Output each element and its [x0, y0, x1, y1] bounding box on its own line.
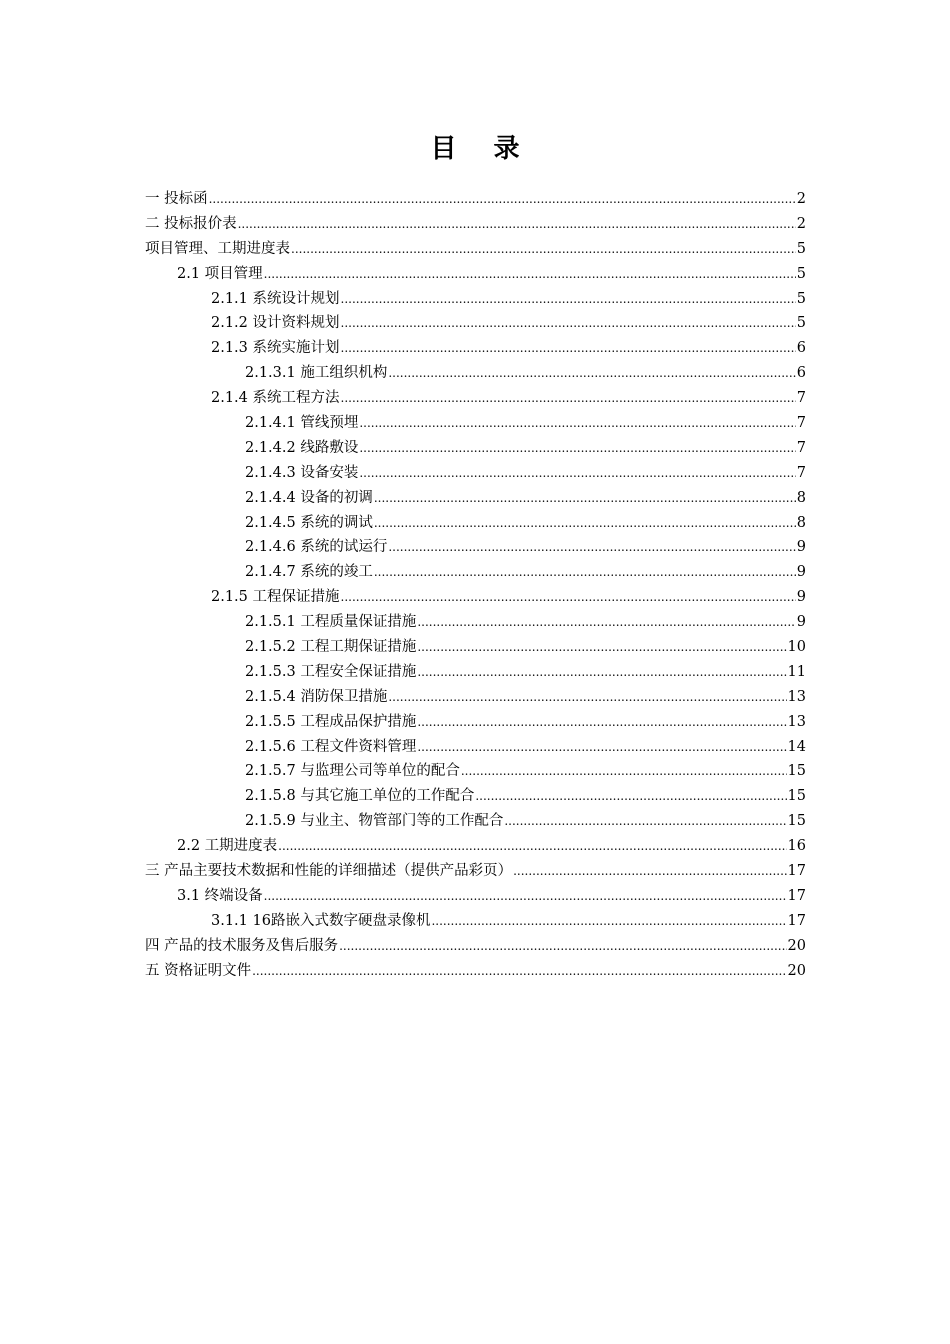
toc-entry-label: 2.1.5.4 消防保卫措施	[245, 688, 388, 705]
toc-entry[interactable]	[145, 959, 806, 984]
toc-entry[interactable]	[145, 934, 806, 959]
toc-entry-page-number: 7	[796, 464, 806, 481]
toc-entry-label: 2.1.2 设计资料规划	[211, 315, 340, 332]
toc-entry-page-number: 15	[787, 788, 806, 805]
toc-dot-leader	[252, 959, 786, 984]
toc-dot-leader	[417, 635, 786, 660]
toc-dot-leader	[359, 411, 795, 436]
toc-entry-page-number: 15	[787, 813, 806, 830]
toc-entry-label: 2.1.5.6 工程文件资料管理	[245, 738, 417, 755]
toc-entry[interactable]	[145, 237, 806, 262]
toc-entry[interactable]	[145, 311, 806, 336]
table-of-contents	[145, 187, 806, 984]
toc-entry-page-number: 5	[796, 265, 806, 282]
toc-entry-page-number: 5	[796, 315, 806, 332]
toc-entry-page-number: 7	[796, 415, 806, 432]
toc-entry-label: 四 产品的技术服务及售后服务	[145, 937, 339, 954]
toc-entry-page-number: 2	[796, 215, 806, 232]
toc-entry-page-number: 10	[787, 639, 806, 656]
toc-entry-page-number: 5	[796, 240, 806, 257]
toc-dot-leader	[374, 511, 796, 536]
toc-entry-label: 2.1.4.3 设备安装	[245, 464, 359, 481]
toc-dot-leader	[359, 436, 795, 461]
toc-entry[interactable]	[145, 710, 806, 735]
toc-entry[interactable]	[145, 535, 806, 560]
toc-entry[interactable]	[145, 909, 806, 934]
toc-entry[interactable]	[145, 685, 806, 710]
toc-entry[interactable]	[145, 361, 806, 386]
toc-dot-leader	[513, 859, 786, 884]
toc-dot-leader	[374, 486, 796, 511]
toc-dot-leader	[475, 784, 786, 809]
toc-dot-leader	[388, 535, 795, 560]
toc-dot-leader	[291, 237, 796, 262]
toc-dot-leader	[341, 311, 796, 336]
toc-entry[interactable]	[145, 834, 806, 859]
toc-entry-page-number: 5	[796, 290, 806, 307]
toc-entry-page-number: 6	[796, 365, 806, 382]
toc-dot-leader	[264, 262, 796, 287]
toc-entry-label: 2.1.5.1 工程质量保证措施	[245, 614, 417, 631]
toc-entry-label: 2.1.4.2 线路敷设	[245, 439, 359, 456]
toc-entry-label: 2.1.5.9 与业主、物管部门等的工作配合	[245, 813, 504, 830]
toc-dot-leader	[341, 287, 796, 312]
toc-dot-leader	[341, 386, 796, 411]
toc-entry[interactable]	[145, 784, 806, 809]
toc-entry-label: 2.1.5.5 工程成品保护措施	[245, 713, 417, 730]
toc-entry[interactable]	[145, 386, 806, 411]
toc-dot-leader	[374, 560, 796, 585]
toc-entry[interactable]	[145, 610, 806, 635]
toc-entry-page-number: 13	[787, 713, 806, 730]
toc-entry[interactable]	[145, 560, 806, 585]
toc-entry[interactable]	[145, 511, 806, 536]
toc-dot-leader	[341, 336, 796, 361]
toc-dot-leader	[341, 585, 796, 610]
toc-entry-label: 项目管理、工期进度表	[145, 240, 290, 257]
toc-entry-label: 2.1.4.1 管线预埋	[245, 415, 359, 432]
toc-entry-label: 2.1.3.1 施工组织机构	[245, 365, 388, 382]
toc-entry-page-number: 7	[796, 390, 806, 407]
toc-entry[interactable]	[145, 187, 806, 212]
toc-entry-page-number: 9	[796, 564, 806, 581]
toc-dot-leader	[461, 759, 787, 784]
toc-dot-leader	[209, 187, 796, 212]
toc-entry[interactable]	[145, 859, 806, 884]
toc-entry-page-number: 20	[787, 937, 806, 954]
toc-entry[interactable]	[145, 486, 806, 511]
toc-entry-page-number: 13	[787, 688, 806, 705]
toc-dot-leader	[388, 685, 786, 710]
toc-entry-label: 2.1.4.5 系统的调试	[245, 514, 373, 531]
toc-dot-leader	[264, 884, 787, 909]
toc-entry[interactable]	[145, 336, 806, 361]
toc-entry-label: 2.1.1 系统设计规划	[211, 290, 340, 307]
toc-entry-label: 五 资格证明文件	[145, 962, 252, 979]
toc-entry-page-number: 17	[787, 912, 806, 929]
toc-entry-label: 2.1.5 工程保证措施	[211, 589, 340, 606]
toc-entry[interactable]	[145, 735, 806, 760]
toc-entry-page-number: 2	[796, 191, 806, 207]
toc-entry-label: 2.1.4.7 系统的竣工	[245, 564, 373, 581]
toc-entry-page-number: 17	[787, 887, 806, 904]
toc-entry[interactable]	[145, 660, 806, 685]
toc-entry-page-number: 8	[796, 489, 806, 506]
toc-entry[interactable]	[145, 585, 806, 610]
toc-entry-label: 二 投标报价表	[145, 215, 237, 232]
toc-dot-leader	[417, 735, 786, 760]
toc-entry[interactable]	[145, 884, 806, 909]
toc-entry-label: 2.1.5.7 与监理公司等单位的配合	[245, 763, 460, 780]
toc-entry-page-number: 9	[796, 539, 806, 556]
toc-entry-page-number: 9	[796, 614, 806, 631]
toc-entry[interactable]	[145, 809, 806, 834]
toc-entry-page-number: 9	[796, 589, 806, 606]
toc-entry-label: 3.1 终端设备	[177, 887, 263, 904]
toc-entry-label: 一 投标函	[145, 191, 208, 207]
toc-dot-leader	[238, 212, 796, 237]
toc-entry-label: 2.1.4.4 设备的初调	[245, 489, 373, 506]
toc-entry-page-number: 17	[787, 863, 806, 880]
toc-entry-label: 2.1.5.3 工程安全保证措施	[245, 663, 417, 680]
toc-entry-label: 2.1.3 系统实施计划	[211, 340, 340, 357]
toc-entry-label: 2.2 工期进度表	[177, 838, 278, 855]
toc-entry-page-number: 15	[787, 763, 806, 780]
toc-entry[interactable]	[145, 212, 806, 237]
toc-entry-page-number: 8	[796, 514, 806, 531]
toc-entry-page-number: 14	[787, 738, 806, 755]
toc-entry-page-number: 11	[787, 663, 806, 680]
toc-entry[interactable]	[145, 262, 806, 287]
toc-dot-leader	[504, 809, 786, 834]
toc-dot-leader	[431, 909, 786, 934]
toc-entry[interactable]	[145, 759, 806, 784]
toc-entry-label: 2.1.5.8 与其它施工单位的工作配合	[245, 788, 475, 805]
toc-dot-leader	[339, 934, 786, 959]
toc-entry-label: 三 产品主要技术数据和性能的详细描述（提供产品彩页）	[145, 863, 513, 880]
toc-entry[interactable]	[145, 436, 806, 461]
toc-entry[interactable]	[145, 411, 806, 436]
toc-dot-leader	[417, 660, 786, 685]
toc-dot-leader	[388, 361, 795, 386]
toc-entry-label: 2.1.4.6 系统的试运行	[245, 539, 388, 556]
toc-entry-page-number: 16	[787, 838, 806, 855]
toc-entry[interactable]	[145, 635, 806, 660]
toc-dot-leader	[278, 834, 786, 859]
toc-entry-label: 2.1.5.2 工程工期保证措施	[245, 639, 417, 656]
toc-entry-page-number: 6	[796, 340, 806, 357]
toc-entry[interactable]	[145, 287, 806, 312]
toc-entry-label: 2.1 项目管理	[177, 265, 263, 282]
toc-entry-label: 3.1.1 16路嵌入式数字硬盘录像机	[211, 912, 431, 929]
toc-dot-leader	[417, 610, 795, 635]
toc-dot-leader	[417, 710, 786, 735]
toc-dot-leader	[359, 461, 795, 486]
toc-entry-page-number: 7	[796, 439, 806, 456]
toc-entry-page-number: 20	[787, 962, 806, 979]
page-title: 目 录	[430, 134, 534, 164]
toc-entry-label: 2.1.4 系统工程方法	[211, 390, 340, 407]
toc-entry[interactable]	[145, 461, 806, 486]
